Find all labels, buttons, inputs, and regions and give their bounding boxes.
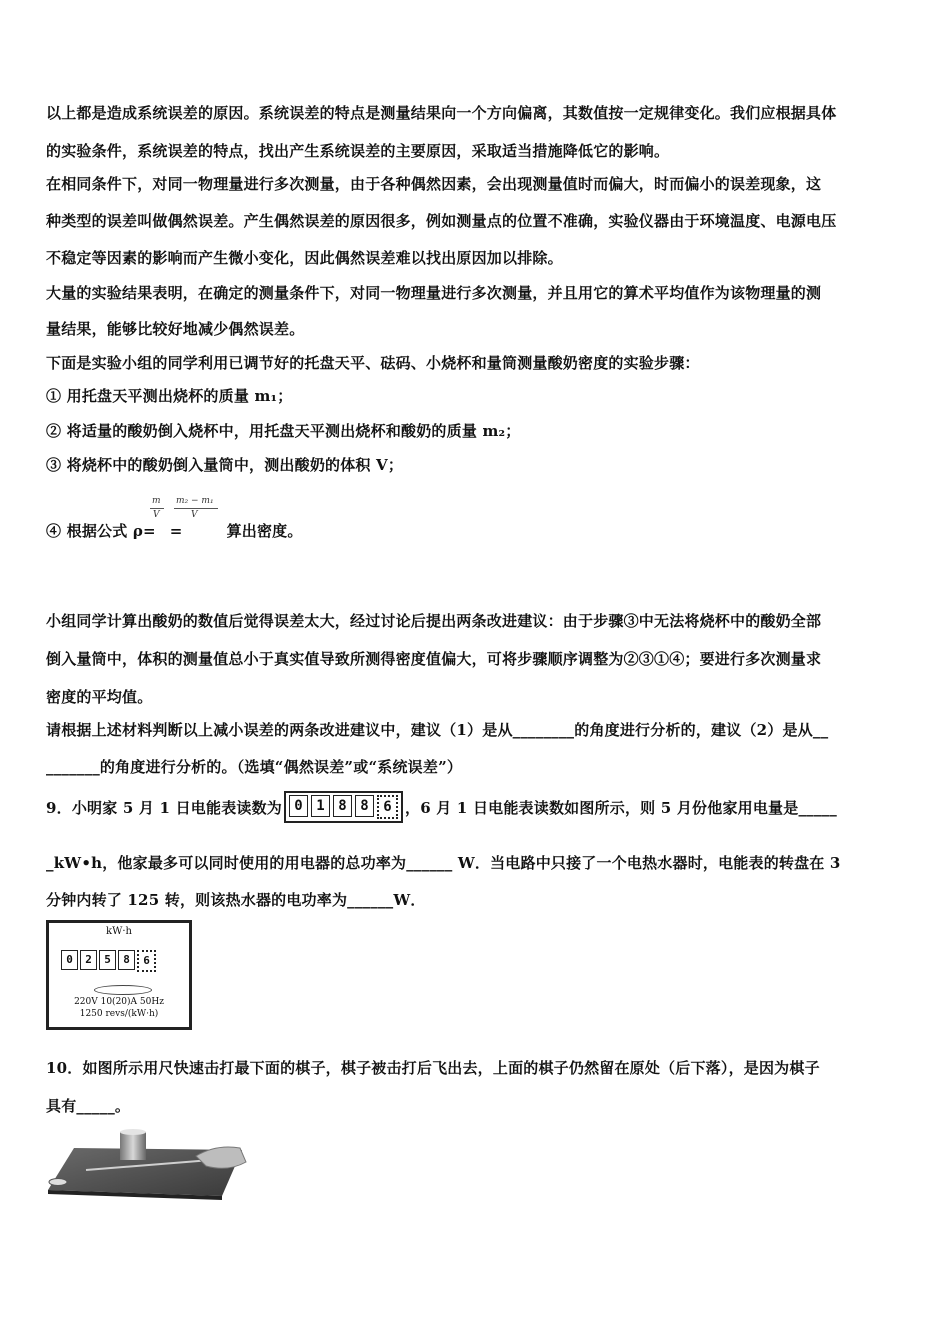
flying-piece [49,1179,67,1186]
fraction-2-denominator: V [191,510,198,520]
question-8-line: 请根据上述材料判断以上减小误差的两条改进建议中，建议（1）是从________的角度进行分析的，建议（2）是从__ [46,721,829,739]
meter-reading-may [284,791,403,823]
step-4-prefix: ④ 根据公式 ρ= [46,522,156,540]
paragraph-line: 量结果，能够比较好地减少偶然误差。 [46,320,305,338]
meter-unit-label: kW·h [106,926,132,937]
fraction-1-numerator: m [152,496,161,506]
meter-digit: 8 [118,950,135,970]
electricity-meter-panel [46,920,192,1030]
paragraph-line: 不稳定等因素的影响而产生微小变化，因此偶然误差难以找出原因加以排除。 [46,249,563,267]
step-1: ① 用托盘天平测出烧杯的质量 m₁； [46,387,293,405]
question-9-line-1 [46,791,837,823]
meter-digit: 0 [61,950,78,970]
question-9-line-3: 分钟内转了 125 转，则该热水器的电功率为______W． [46,891,426,909]
step-4 [46,520,303,541]
step-2: ② 将适量的酸奶倒入烧杯中，用托盘天平测出烧杯和酸奶的质量 m₂； [46,422,521,440]
meter-digit: 8 [355,795,374,817]
paragraph-line: 在相同条件下，对同一物理量进行多次测量，由于各种偶然因素，会出现测量值时而偏大，时而偏小的误差现象，这 [46,175,822,193]
chess-pieces-illustration [46,1122,248,1200]
paragraph-line: 种类型的误差叫做偶然误差。产生偶然误差的原因很多，例如测量点的位置不准确，实验仪器由于环境温度、电源电压 [46,212,837,230]
paragraph-line: 大量的实验结果表明，在确定的测量条件下，对同一物理量进行多次测量，并且用它的算术平均值作为该物理量的测 [46,284,822,302]
meter-spec-revs: 1250 revs/(kW·h) [79,1009,159,1019]
paragraph-line: 小组同学计算出酸奶的数值后觉得误差太大，经过讨论后提出两条改进建议：由于步骤③中无法将烧杯中的酸奶全部 [46,612,822,630]
meter-spec-rating: 220V 10(20)A 50Hz [74,997,164,1007]
question-9-line-2: _kW•h，他家最多可以同时使用的用电器的总功率为______ W．当电路中只接了一个电热水器时，电能表的转盘在 3 [46,854,841,872]
meter-digit: 1 [311,795,330,817]
question-8-line: _______的角度进行分析的。（选填“偶然误差”或“系统误差”） [46,758,463,776]
meter-digit: 6 [137,950,156,972]
meter-digit: 2 [80,950,97,970]
experiment-intro: 下面是实验小组的同学利用已调节好的托盘天平、砝码、小烧杯和量筒测量酸奶密度的实验步骤： [46,354,700,372]
question-10-line-1: 10．如图所示用尺快速击打最下面的棋子，棋子被击打后飞出去，上面的棋子仍然留在原处（后下落），是因为棋子 [46,1059,820,1077]
step-3: ③ 将烧杯中的酸奶倒入量筒中，测出酸奶的体积 V； [46,456,404,474]
formula-equals: = [169,522,183,540]
meter-digit: 5 [99,950,116,970]
question-9-prefix: 9．小明家 5 月 1 日电能表读数为 [46,798,283,817]
top-piece [120,1129,146,1135]
fraction-1-denominator: V [153,510,160,520]
stacked-pieces [120,1132,146,1160]
meter-digit: 6 [377,795,398,819]
paragraph-line: 密度的平均值。 [46,688,153,706]
meter-reading-june [61,950,156,972]
meter-rotating-disk [94,985,152,995]
paragraph-line: 以上都是造成系统误差的原因。系统误差的特点是测量结果向一个方向偏离，其数值按一定规律变化。我们应根据具体 [46,104,837,122]
step-4-suffix: 算出密度。 [226,522,303,540]
question-9-suffix: ，6 月 1 日电能表读数如图所示，则 5 月份他家用电量是_____ [405,798,837,817]
question-10-line-2: 具有_____。 [46,1097,131,1115]
meter-digit: 8 [333,795,352,817]
paragraph-line: 的实验条件，系统误差的特点，找出产生系统误差的主要原因，采取适当措施降低它的影响。 [46,142,670,160]
paragraph-line: 倒入量筒中，体积的测量值总小于真实值导致所测得密度值偏大，可将步骤顺序调整为②③①④；要进行多次测量求 [46,650,822,668]
fraction-2-numerator: m₂ − m₁ [176,496,214,506]
fraction-2-bar [174,508,218,509]
meter-digit: 0 [289,795,308,817]
fraction-1-bar [150,508,164,509]
